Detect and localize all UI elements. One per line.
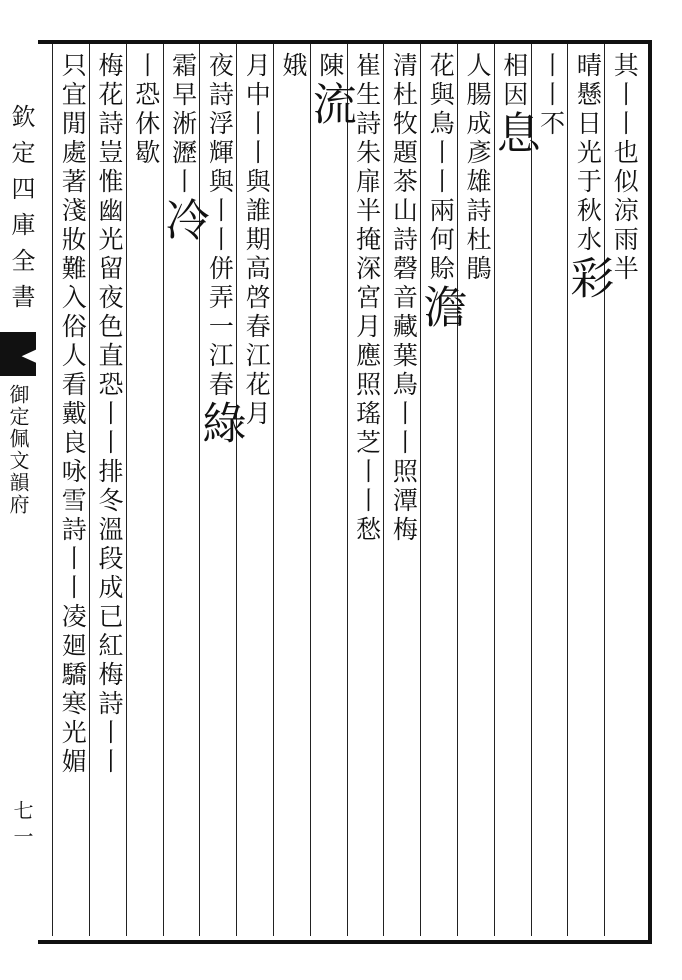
column-text: 晴懸日光于秋水 [573, 52, 603, 255]
text-column [488, 52, 540, 928]
page-number: 七一 [10, 800, 34, 852]
column-text: 其丨丨也似涼雨半 [610, 52, 640, 284]
column-text: 丨恐休歇 [131, 52, 161, 168]
head-character: 彩 [562, 255, 614, 309]
column-text: 花與鳥丨丨兩何賒 [426, 52, 456, 284]
head-character: 冷 [157, 197, 209, 251]
column-text: 丨丨不 [536, 52, 566, 139]
text-column [415, 52, 467, 928]
text-column [304, 52, 356, 928]
column-text: 崔生詩朱扉半掩深宮月應照瑤芝丨丨愁 [352, 52, 382, 545]
column-text: 清杜牧題茶山詩磬音藏葉鳥丨丨照潭梅 [389, 52, 419, 545]
column-text: 夜詩浮輝與丨丨併弄一江春 [205, 52, 235, 400]
page-margin [0, 40, 36, 936]
text-column [349, 52, 385, 928]
text-column [385, 52, 421, 928]
text-column [533, 52, 569, 928]
fishtail-mark-icon [0, 332, 36, 376]
text-column [562, 52, 614, 928]
text-column [275, 52, 311, 928]
text-column [459, 52, 495, 928]
head-character: 息 [488, 110, 540, 164]
column-text: 只宜閒處著淺妝難入俗人看戴良咏雪詩丨丨凌廻驕寒光媚 [58, 52, 88, 777]
text-column [606, 52, 642, 928]
head-character: 綠 [194, 400, 246, 454]
column-text: 陳 [315, 52, 345, 81]
head-character: 流 [304, 81, 356, 135]
column-rule [52, 44, 53, 936]
column-text: 人腸成彥雄詩杜鵑 [463, 52, 492, 284]
text-column [157, 52, 209, 928]
text-column [91, 52, 127, 928]
text-column [128, 52, 164, 928]
text-column [238, 52, 274, 928]
collection-title: 欽定四庫全書 [7, 104, 35, 320]
column-text: 相因 [499, 52, 529, 110]
text-column [194, 52, 246, 928]
head-character: 澹 [415, 284, 467, 338]
column-text: 月中丨丨與誰期高啓春江花月 [242, 52, 272, 429]
column-text: 梅花詩豈惟幽光留夜色直恐丨丨排冬溫段成已紅梅詩丨丨 [95, 52, 124, 777]
column-text: 娥 [279, 52, 308, 81]
column-text: 霜早淅瀝丨 [168, 52, 198, 197]
book-title: 御定佩文韻府 [6, 384, 30, 516]
text-column [54, 52, 90, 928]
